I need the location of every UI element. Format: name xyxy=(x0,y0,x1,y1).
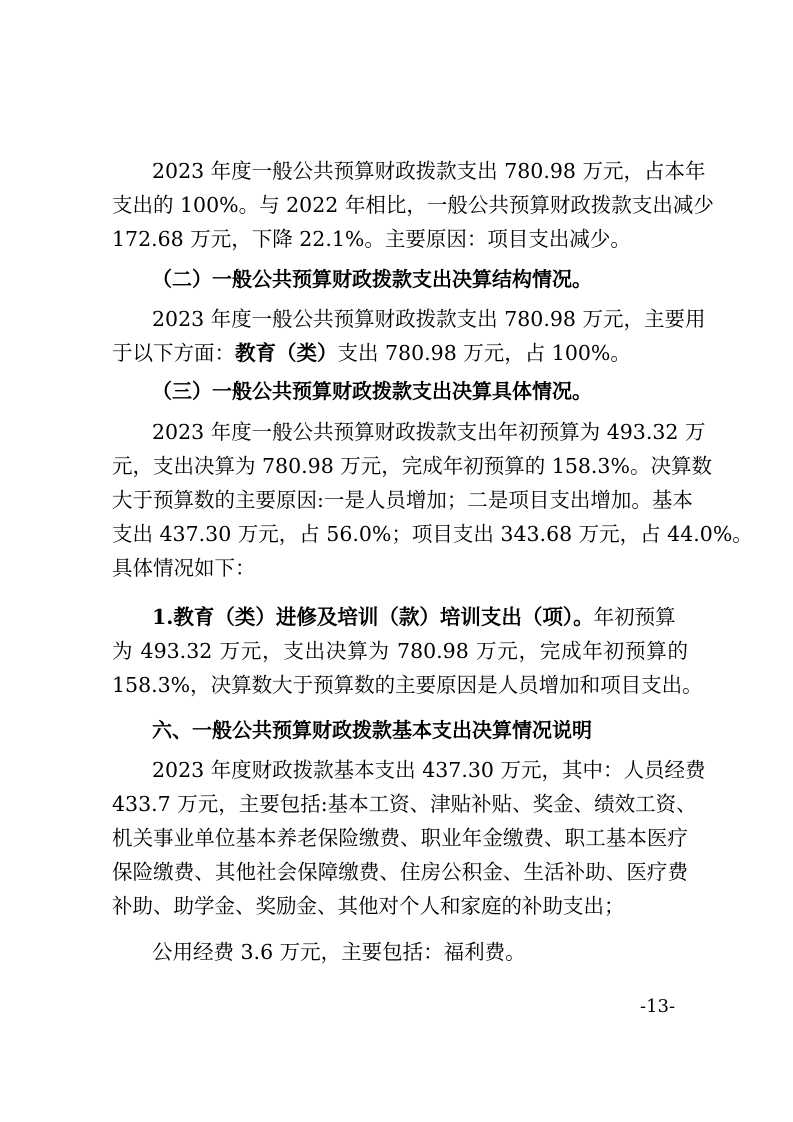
paragraph-line: 为 493.32 万元，支出决算为 780.98 万元，完成年初预算的 xyxy=(112,639,688,663)
inline-text: 于以下方面： xyxy=(112,341,235,365)
paragraph-line: 支出 437.30 万元，占 56.0%；项目支出 343.68 万元，占 44.0%。 xyxy=(112,522,753,546)
paragraph-line: 元，支出决算为 780.98 万元，完成年初预算的 158.3%。决算数 xyxy=(112,454,712,478)
inline-text: 年初预算 xyxy=(593,605,676,629)
section-heading: 六、一般公共预算财政拨款基本支出决算情况说明 xyxy=(152,718,592,742)
inline-bold-text: 教育（类） xyxy=(235,341,338,365)
paragraph-line: 2023 年度一般公共预算财政拨款支出年初预算为 493.32 万 xyxy=(152,420,706,444)
paragraph-line xyxy=(112,336,688,370)
paragraph-line: 补助、助学金、奖励金、其他对个人和家庭的补助支出； xyxy=(112,894,625,918)
paragraph-line: 支出的 100%。与 2022 年相比，一般公共预算财政拨款支出减少 xyxy=(112,193,714,217)
page-number: -13- xyxy=(640,996,676,1017)
section-heading: （二）一般公共预算财政拨款支出决算结构情况。 xyxy=(152,267,592,291)
paragraph-line: 具体情况如下： xyxy=(112,556,256,580)
paragraph-line: 433.7 万元，主要包括:基本工资、津贴补贴、奖金、绩效工资、 xyxy=(112,792,697,816)
paragraph-line xyxy=(152,600,688,634)
paragraph-line: 机关事业单位基本养老保险缴费、职业年金缴费、职工基本医疗 xyxy=(112,826,688,850)
paragraph-line: 158.3%，决算数大于预算数的主要原因是人员增加和项目支出。 xyxy=(112,673,703,697)
paragraph-line: 2023 年度一般公共预算财政拨款支出 780.98 万元，占本年 xyxy=(152,159,706,183)
paragraph-line: 大于预算数的主要原因:一是人员增加；二是项目支出增加。基本 xyxy=(112,488,693,512)
inline-text: 支出 780.98 万元，占 100%。 xyxy=(337,341,631,365)
section-heading: （三）一般公共预算财政拨款支出决算具体情况。 xyxy=(152,379,592,403)
paragraph-line: 2023 年度一般公共预算财政拨款支出 780.98 万元，主要用 xyxy=(152,307,706,331)
paragraph-line: 公用经费 3.6 万元，主要包括：福利费。 xyxy=(152,940,526,964)
paragraph-line: 2023 年度财政拨款基本支出 437.30 万元，其中：人员经费 xyxy=(152,758,706,782)
paragraph-line: 保险缴费、其他社会保障缴费、住房公积金、生活补助、医疗费 xyxy=(112,860,688,884)
paragraph-line: 172.68 万元，下降 22.1%。主要原因：项目支出减少。 xyxy=(112,227,631,251)
inline-bold-text: 1.教育（类）进修及培训（款）培训支出（项）。 xyxy=(152,605,594,629)
